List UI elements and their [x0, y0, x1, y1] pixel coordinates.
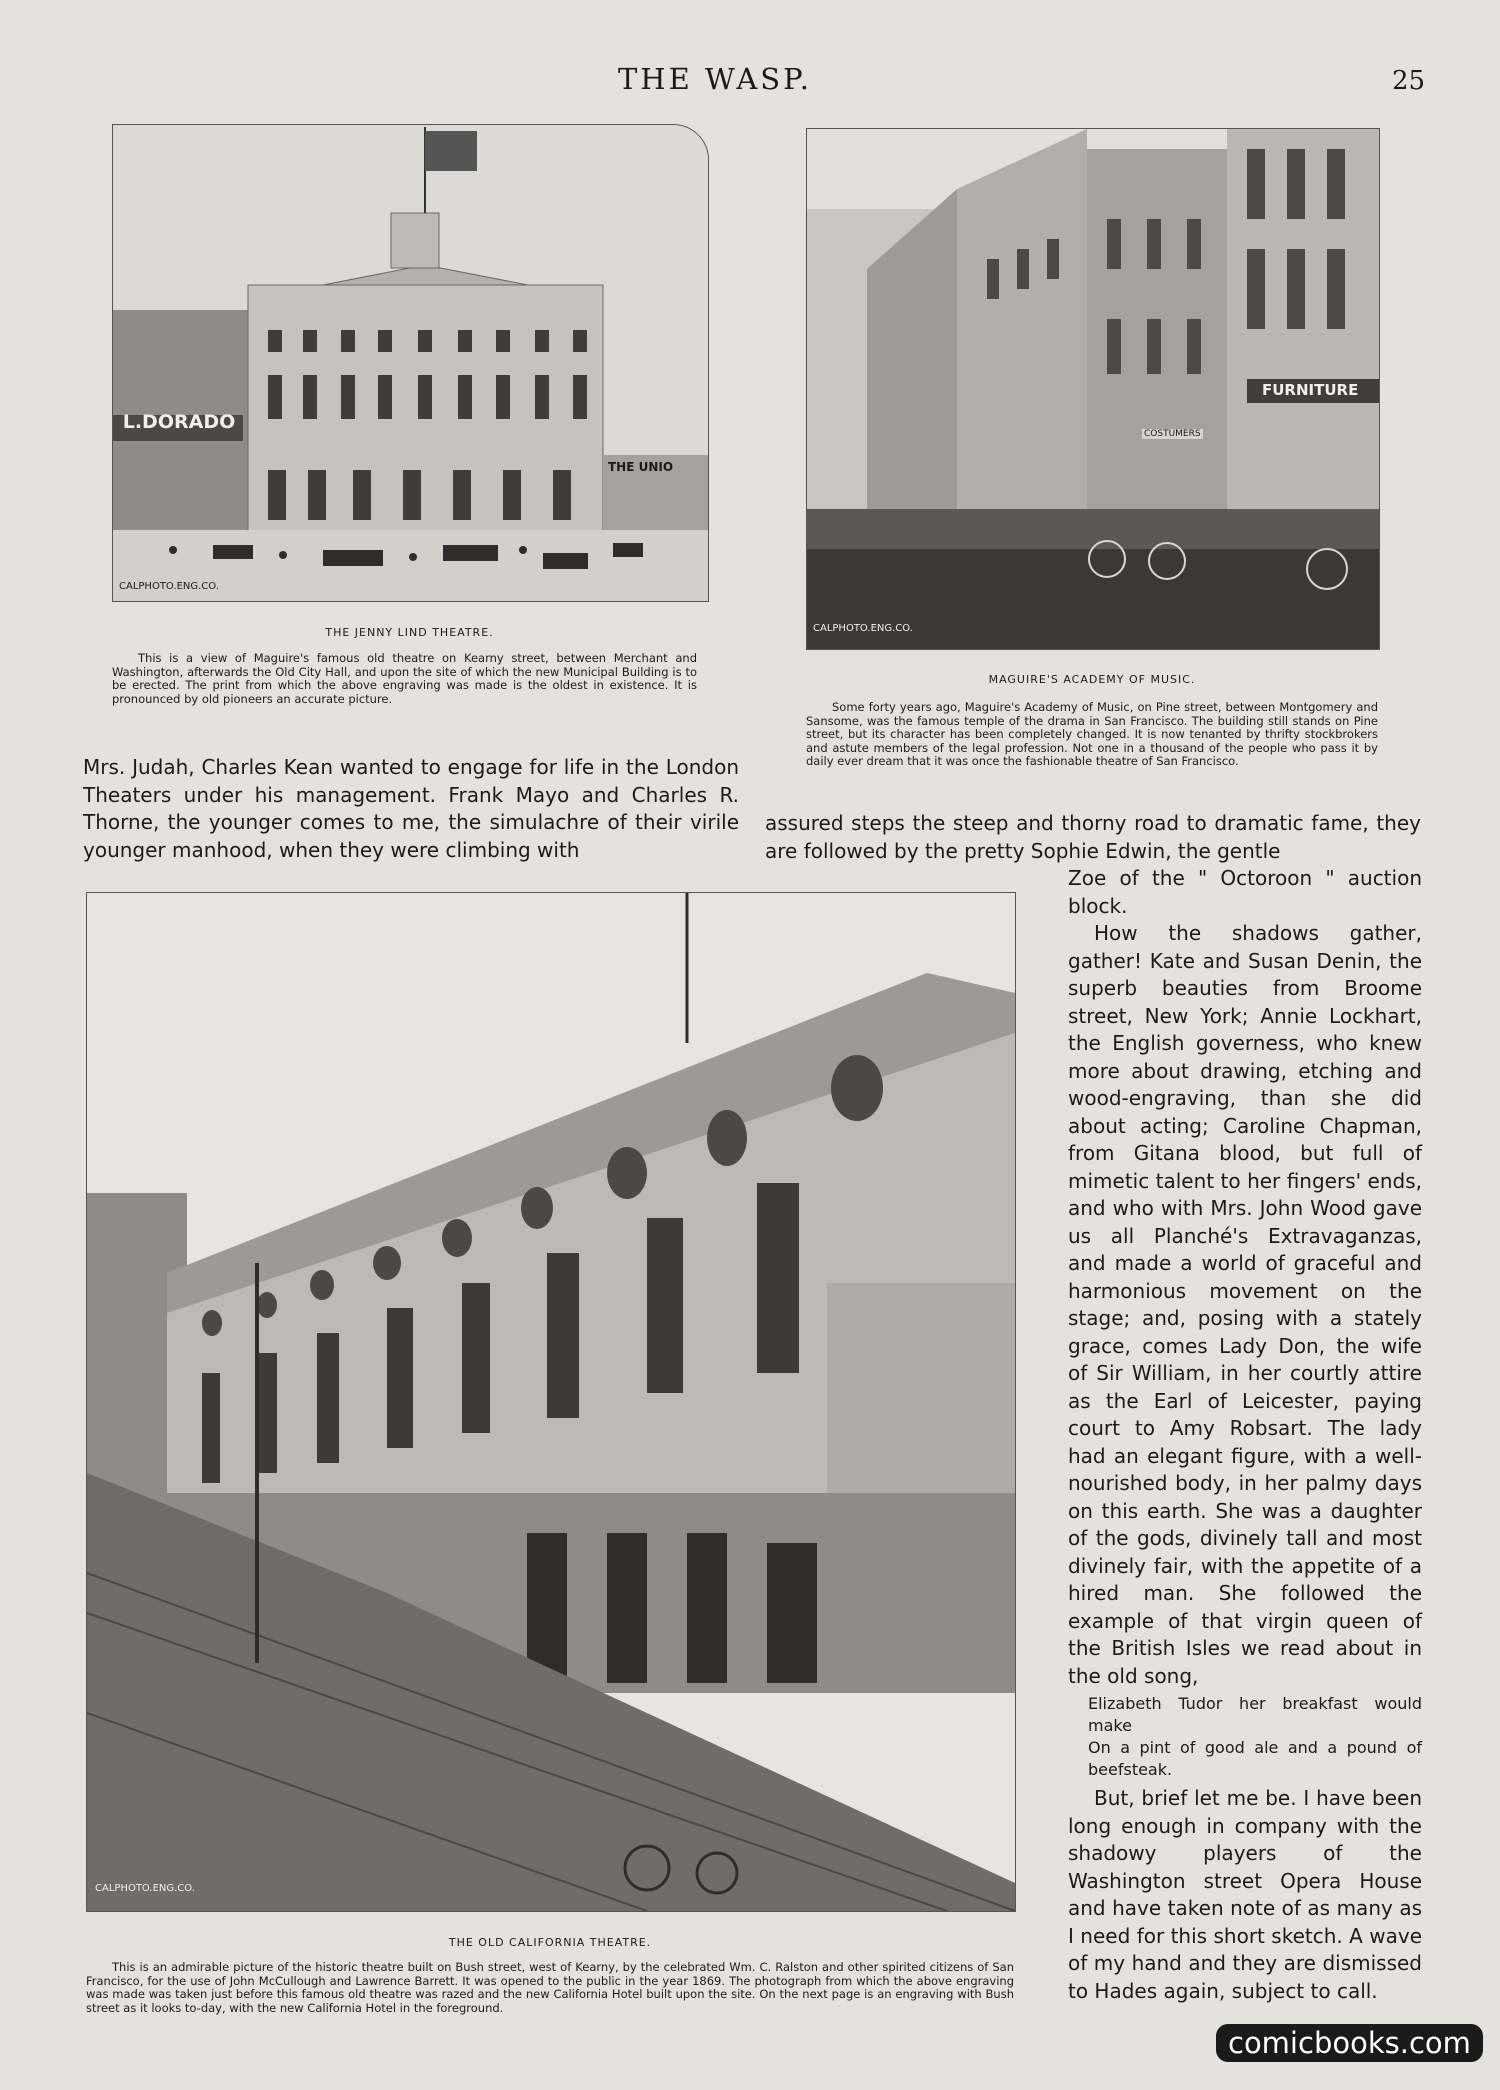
- california-caption-title: THE OLD CALIFORNIA THEATRE.: [448, 1936, 652, 1949]
- watermark: comicbooks.com: [1216, 2024, 1483, 2062]
- jenny-lind-caption-title: THE JENNY LIND THEATRE.: [325, 626, 494, 639]
- jenny-lind-theatre-image: [112, 124, 709, 602]
- old-california-theatre-image: [86, 892, 1016, 1912]
- article-text-right-top: assured steps the steep and thorny road to dramatic fame, they are followed by the pretty Sophie Edwin, the gentle: [765, 811, 1421, 863]
- verse-block: [1088, 1693, 1422, 1781]
- page-number: 25: [1392, 66, 1426, 96]
- narrow-paragraph-1: Zoe of the " Octoroon " auction block.: [1068, 866, 1422, 918]
- california-caption-body: This is an admirable picture of the historic theatre built on Bush street, west of Kearny, by the celebrated Wm. C. Ralston and other spirited citizens of San Francisco, for the use of John McCullough and Lawrence Barrett. It was opened to the public in the year 1869. The photograph from which the above engraving was made was taken just before this famous old theatre was razed and the new California Hotel built upon the site. On the next page is an engraving with Bush street as it looks to-day, with the new California Hotel in the foreground.: [86, 1960, 1014, 2015]
- article-text-left-top: Mrs. Judah, Charles Kean wanted to engage for life in the London Theaters under his management. Frank Mayo and Charles R. Thorne, the younger comes to me, the simulachre of their virile younger manhood, when they were climbing with: [83, 755, 739, 862]
- verse-line-1: Elizabeth Tudor her breakfast would make: [1088, 1694, 1422, 1735]
- academy-caption-title: MAGUIRE'S ACADEMY OF MUSIC.: [988, 673, 1196, 686]
- california-photo-credit: CALPHOTO.ENG.CO.: [95, 1883, 195, 1894]
- academy-sign-furniture: FURNITURE: [1262, 381, 1359, 399]
- page-header-title: THE WASP.: [617, 62, 813, 96]
- academy-caption-body: Some forty years ago, Maguire's Academy of Music, on Pine street, between Montgomery and Sansome, was the famous temple of the drama in San Francisco. The building still stands on Pine street, but its character has been completely changed. It is now tenanted by thrifty stockbrokers and astute members of the legal profession. Not one in a thousand of the people who pass it by daily ever dream that it was once the fashionable theatre of San Francisco.: [806, 700, 1378, 768]
- narrow-paragraph-3: But, brief let me be. I have been long enough in company with the shadowy players of the Washington street Opera House and have taken note of as many as I need for this short sketch. A wave of my hand and they are dismissed to Hades again, subject to call.: [1068, 1786, 1422, 2003]
- academy-sign-costumers: COSTUMERS: [1144, 429, 1201, 439]
- jenny-lind-sign-left: L.DORADO: [122, 411, 236, 433]
- jenny-lind-caption-body: This is a view of Maguire's famous old theatre on Kearny street, between Merchant and Washington, afterwards the Old City Hall, and upon the site of which the new Municipal Building is to be erected. The print from which the above engraving was made is the oldest in existence. It is pronounced by old pioneers an accurate picture.: [112, 651, 697, 706]
- verse-line-2: On a pint of good ale and a pound of beefsteak.: [1088, 1738, 1422, 1779]
- academy-photo-credit: CALPHOTO.ENG.CO.: [813, 623, 913, 634]
- maguires-academy-image: [806, 128, 1380, 650]
- jenny-lind-sign-right: THE UNIO: [608, 460, 674, 474]
- narrow-paragraph-2: How the shadows gather, gather! Kate and Susan Denin, the superb beauties from Broome street, New York; Annie Lockhart, the English governess, who knew more about drawing, etching and wood-engraving, than she did about acting; Caroline Chapman, from Gitana blood, but full of mimetic talent to her fingers' ends, and who with Mrs. John Wood gave us all Planché's Extravaganzas, and made a world of graceful and harmonious movement on the stage; and, posing with a stately grace, comes Lady Don, the wife of Sir William, in her courtly attire as the Earl of Leicester, paying court to Amy Robsart. The lady had an elegant figure, with a well-nourished body, in her palmy days on this earth. She was a daughter of the gods, divinely tall and most divinely fair, with the appetite of a hired man. She followed the example of that virgin queen of the British Isles we read about in the old song,: [1068, 921, 1422, 1688]
- article-text-narrow-column: [1068, 865, 1422, 2005]
- jenny-lind-photo-credit: CALPHOTO.ENG.CO.: [119, 581, 219, 592]
